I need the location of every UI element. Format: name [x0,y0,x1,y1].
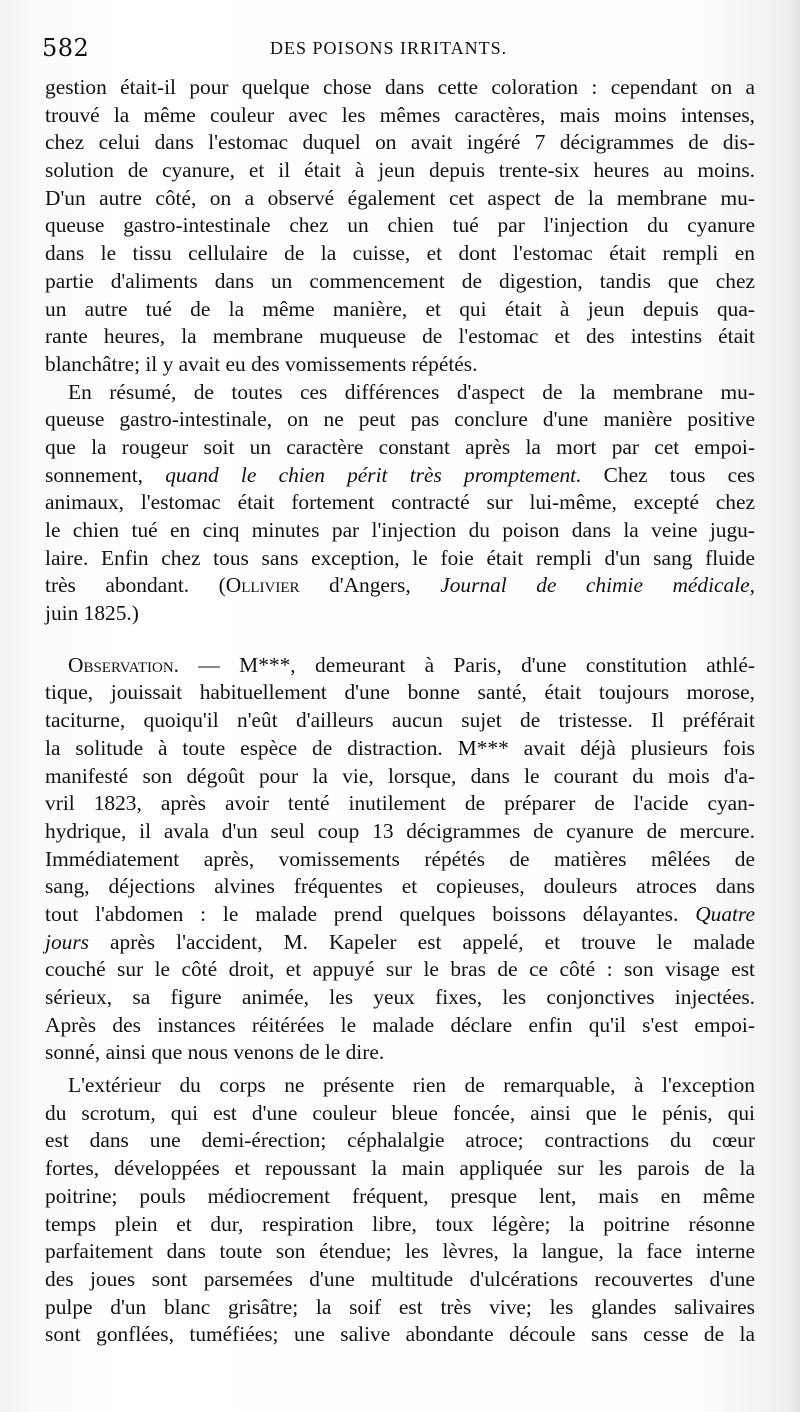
text-line: fortes, développées et repoussant la main appliquée sur les parois de la [45,1156,755,1181]
text-line: temps plein et dur, respiration libre, toux légère; la poitrine résonne [45,1211,755,1236]
text-line: D'un autre côté, on a observé également cet aspect de la membrane mu- [45,185,755,210]
text-line: vril 1823, après avoir tenté inutilement de préparer de l'acide cyan- [45,791,755,816]
text-run: Chez tous ces [581,462,755,487]
text-line: juin 1825.) [45,601,139,626]
paragraph-examination [45,1072,755,1349]
page-number: 582 [42,34,90,62]
text-line: pulpe d'un blanc grisâtre; la soif est très vive; les glandes salivaires [45,1294,755,1319]
text-line: Après des instances réitérées le malade déclare enfin qu'il s'est empoi- [45,1012,755,1037]
text-line: le chien tué en cinq minutes par l'injection du poison dans la veine jugu- [45,518,755,542]
page-header [42,34,758,68]
journal-title: Journal de chimie médicale [440,573,750,598]
text-line: rante heures, la membrane muqueuse de l'estomac et des intestins était [45,324,755,349]
text-line: des joues sont parsemées d'une multitude d'ulcérations recouvertes d'une [45,1266,755,1291]
text-run: — M***, demeurant à Paris, d'une constitution athlé- [179,652,755,677]
text-line: Immédiatement après, vomissements répétés de matières mêlées de [45,846,755,871]
page-body [45,74,755,1349]
paragraph-continuation [45,74,755,379]
text-line: chez celui dans l'estomac duquel on avait ingéré 7 décigrammes de dis- [45,130,755,155]
text-line: En résumé, de toutes ces différences d'aspect de la membrane mu- [68,379,755,404]
text-line [45,652,755,680]
italic-phrase: jours [45,929,89,954]
observation-paragraph [45,652,755,1067]
text-line: un autre tué de la même manière, et qui était à jeun depuis qua- [45,296,755,321]
text-line: sonné, ainsi que nous venons de le dire. [45,1040,385,1065]
paragraph-summary [45,379,755,628]
text-line: poitrine; pouls médiocrement fréquent, presque lent, mais en même [45,1183,755,1208]
text-run: très abondant. ( [45,573,226,598]
text-line: hydrique, il avala d'un seul coup 13 décigrammes de cyanure de mercure. [45,818,755,843]
text-run: d'Angers, [299,573,441,598]
text-line: que la rougeur soit un caractère constant après la mort par cet empoi- [45,434,755,459]
text-line: queuse gastro-intestinale, on ne peut pas conclure d'une manière positive [45,407,755,432]
text-line: sont gonflées, tuméfiées; une salive abondante découle sans cesse de la [45,1322,755,1347]
text-line [45,572,755,600]
text-run: , [749,573,756,598]
text-line: parfaitement dans toute son étendue; les lèvres, la langue, la face interne [45,1239,755,1264]
text-line: couché sur le côté droit, et appuyé sur le bras de ce côté : son visage est [45,957,755,982]
text-run: sonnement, [45,462,166,487]
observation-label: Observation. [68,652,180,677]
italic-phrase: Quatre [695,901,755,926]
text-line: manifesté son dégoût pour la vie, lorsque, dans le courant du mois d'a- [45,763,755,788]
text-line: tique, jouissait habituellement d'une bonne santé, était toujours morose, [45,680,755,705]
text-line [45,462,755,490]
text-line: blanchâtre; il y avait eu des vomissements répétés. [45,351,478,376]
text-line [45,929,755,957]
text-line: est dans une demi-érection; céphalalgie atroce; contractions du cœur [45,1128,755,1153]
text-line: du scrotum, qui est d'une couleur bleue foncée, ainsi que le pénis, qui [45,1100,755,1125]
italic-phrase: quand le chien périt très promptement. [165,462,582,487]
section-spacer [45,628,755,652]
text-line [45,901,755,929]
text-run: après l'accident, M. Kapeler est appelé, et trouve le malade [88,929,755,954]
text-line: la solitude à toute espèce de distraction. M*** avait déjà plusieurs fois [45,735,755,760]
text-line: sang, déjections alvines fréquentes et copieuses, douleurs atroces dans [45,874,755,899]
text-line: trouvé la même couleur avec les mêmes caractères, mais moins intenses, [45,102,755,127]
author-name: Ollivier [225,573,300,598]
text-line: gestion était-il pour quelque chose dans cette coloration : cependant on a [45,75,755,99]
text-line: sérieux, sa figure animée, les yeux fixes, les conjonctives injectées. [45,985,755,1009]
text-line: partie d'aliments dans un commencement de digestion, tandis que chez [45,268,755,293]
text-line: solution de cyanure, et il était à jeun depuis trente-six heures au moins. [45,158,755,183]
text-line: queuse gastro-intestinale chez un chien tué par l'injection du cyanure [45,213,755,238]
text-line: laire. Enfin chez tous sans exception, le foie était rempli d'un sang fluide [45,545,755,570]
text-line: taciturne, quoiqu'il n'eût d'ailleurs aucun sujet de tristesse. Il préférait [45,708,755,733]
text-line: dans le tissu cellulaire de la cuisse, et dont l'estomac était rempli en [45,241,755,266]
text-line: animaux, l'estomac était fortement contracté sur lui-même, excepté chez [45,490,755,515]
text-line: L'extérieur du corps ne présente rien de remarquable, à l'exception [68,1073,755,1098]
text-run: tout l'abdomen : le malade prend quelques boissons délayantes. [45,901,696,926]
running-head: DES POISONS IRRITANTS. [270,38,508,58]
